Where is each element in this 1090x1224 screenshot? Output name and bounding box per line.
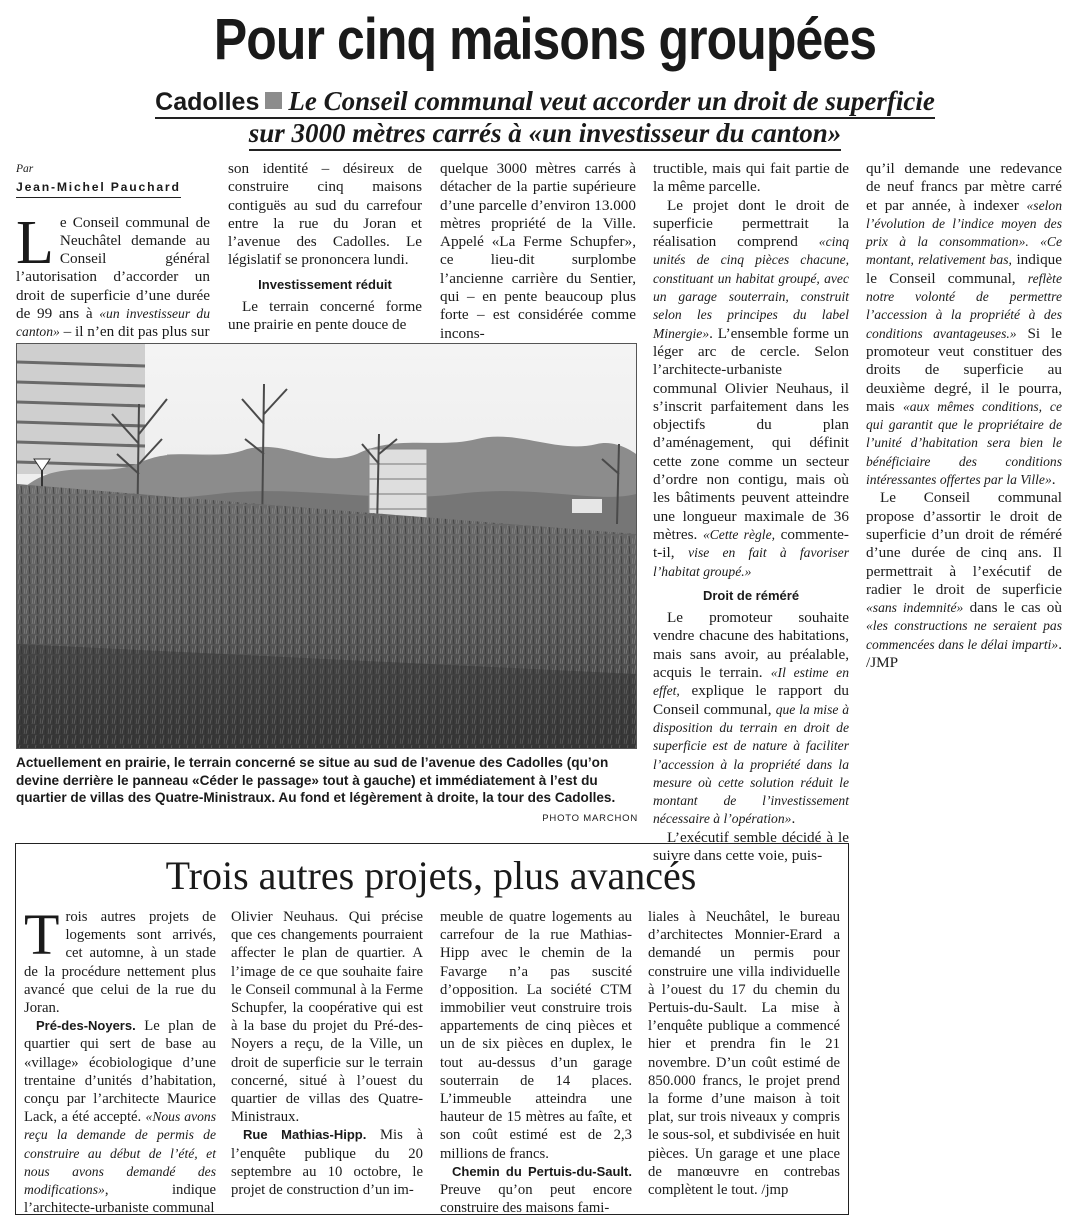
article-column-4 bbox=[653, 160, 849, 865]
photo-credit: PHOTO MARCHON bbox=[542, 812, 638, 824]
col5-text-2c: . /JMP bbox=[866, 635, 1062, 672]
article-column-2 bbox=[228, 160, 422, 335]
col1-quote: «un investisseur du canton» bbox=[16, 306, 210, 340]
col4-text-2c: commente-t-il, bbox=[653, 525, 849, 562]
box-c1-quote: «Nous avons reçu la demande de permis de construire au début de l’été, et nous avons demandé des modifications» bbox=[24, 1109, 216, 1198]
col5-text-2a: Le Conseil communal propose d’assortir le droit de superficie d’un droit de réméré d’une durée de cinq ans. Il permettrait à l’exécutif de radier le droit de superficie bbox=[866, 489, 1062, 598]
col5-quote-3: «aux mêmes conditions, ce qui garantit que le propriétaire de l’unité d’habitation sera bien le bénéficiaire des conditions intéressantes offertes par la Ville» bbox=[866, 398, 1062, 488]
col4-text-3a: Le promoteur souhaite vendre chacune des habitations, mais sans avoir, au préalable, acquis le terrain. bbox=[653, 609, 849, 682]
col1-text: e Conseil communal de Neuchâtel demande au Conseil général l’autorisation d’accorder un droit de superficie d’une durée de 99 ans à bbox=[16, 213, 210, 323]
box-drop-cap: T bbox=[24, 902, 60, 967]
col5-quote-1: «selon l’évolution de l’indice moyen des prix à la consommation». «Ce montant, relativement bas, bbox=[866, 197, 1062, 268]
col5-quote-2: reflète notre volonté de permettre l’accession à la propriété à des conditions avantageuses.» bbox=[866, 270, 1062, 341]
col4-text-4: L’exécutif semble décidé à le suivre dans cette voie, puis- bbox=[653, 828, 849, 864]
byline-par: Par bbox=[16, 163, 34, 175]
col4-text-1: tructible, mais qui fait partie de la même parcelle. bbox=[653, 160, 849, 196]
article-column-5 bbox=[866, 160, 1062, 672]
subhead-investissement: Investissement réduit bbox=[258, 276, 392, 292]
box-title: Trois autres projets, plus avancés bbox=[165, 853, 697, 898]
lead-mathias-hipp: Rue Mathias-Hipp. bbox=[243, 1127, 367, 1143]
col4-quote-2: «Cette règle, bbox=[702, 526, 776, 542]
box-c1-text-1: rois autres projets de logements sont arrivés, cet automne, à un stade de la procédure nettement plus avancé que celui de la rue du Joran. bbox=[24, 909, 216, 1017]
square-bullet-icon bbox=[265, 92, 282, 109]
box-column-2 bbox=[231, 908, 423, 1199]
col1-text-end: – il n’en dit pas plus sur bbox=[59, 323, 210, 341]
byline-author: Jean-Michel Pauchard bbox=[16, 178, 181, 197]
col4-quote-4: «Il estime en effet, bbox=[653, 665, 849, 699]
col4-quote-5: que la mise à disposition du terrain en droit de superficie est de nature à faciliter l’accession à la propriété dans la mesure où cette solution réduit le montant de l’investissement nécessaire à l’opération» bbox=[653, 701, 849, 827]
photo-caption bbox=[16, 754, 638, 827]
col5-text-1c: Si le promoteur veut constituer des droits de superficie au deuxième degré, il le pourra, mais bbox=[866, 324, 1062, 415]
deck-text-1: Le Conseil communal veut accorder un droit de superficie bbox=[288, 86, 935, 116]
box-column-3 bbox=[440, 908, 632, 1217]
photo-caption-text: Actuellement en prairie, le terrain concerné se situe au sud de l’avenue des Cadolles (qu’on devine derrière le panneau «Céder le passage» tout à gauche) et immédiatement à l’est du quartier de villas des Quatre-Ministraux. Au fond et légèrement à droite, la tour des Cadolles. bbox=[16, 755, 616, 805]
article-column-1 bbox=[16, 160, 210, 342]
article-column-3 bbox=[440, 160, 636, 343]
col5-text-1b: indique le Conseil communal, bbox=[866, 251, 1062, 287]
headline: Pour cinq maisons groupées bbox=[213, 7, 877, 72]
deck-line-2 bbox=[60, 118, 1030, 148]
deck-line-1 bbox=[60, 86, 1030, 117]
box-c3-text-2: Preuve qu’on peut encore construire des maisons fami- bbox=[440, 1182, 632, 1217]
col4-quote-1: «cinq unités de cinq pièces chacune, constituant un habitat groupé, avec un garage souterrain, construit selon les principes du label Minergie» bbox=[653, 234, 849, 341]
col4-text-3c: . bbox=[791, 810, 796, 828]
deck-kicker: Cadolles bbox=[155, 88, 260, 116]
col2-text-2: Le terrain concerné forme une prairie en pente douce de bbox=[228, 298, 422, 334]
lead-pre-des-noyers: Pré-des-Noyers. bbox=[36, 1018, 136, 1034]
col5-text-1a: qu’il demande une redevance de neuf francs par mètre carré et par année, à indexer bbox=[866, 160, 1062, 214]
lead-pertuis-du-sault: Chemin du Pertuis-du-Sault. bbox=[452, 1163, 632, 1179]
col4-text-3b: explique le rapport du Conseil communal, bbox=[653, 682, 849, 718]
box-c1-text-2: Le plan de quartier qui sert de base au «village» écobiologique d’une trentaine d’unités d’habitation, conçu par l’architecte Maurice Lack, a été accepté. bbox=[24, 1018, 216, 1126]
col2-text: son identité – désireux de construire cinq maisons contiguës au sud du carrefour entre la rue du Joran et l’avenue des Cadolles. Le législatif se prononcera lundi. bbox=[228, 160, 422, 269]
box-c1-text-3: , indique l’architecte-urbaniste communal bbox=[24, 1182, 216, 1217]
col5-quote-5: «les constructions ne seraient pas commencées dans le délai imparti» bbox=[866, 618, 1062, 652]
box-c2-text-1: Olivier Neuhaus. Qui précise que ces changements pourraient affecter le plan de quartier. A l’image de ce que souhaite faire le Conseil communal à la Ferme Schupfer, la coopérative qui est à la base du projet du Pré-des-Noyers a reçu, de la Ville, un droit de superficie sur le terrain concerné, situé à l’ouest du quartier de villas des Quatre-Ministraux. bbox=[231, 909, 423, 1126]
col4-text-2a: Le projet dont le droit de superficie permettrait la réalisation comprend bbox=[653, 196, 849, 251]
drop-cap: L bbox=[16, 208, 54, 277]
article-photo bbox=[16, 343, 637, 749]
col4-text-2b: . L’ensemble forme un léger arc de cercle. Selon l’architecte-urbaniste communal Olivier Neuhaus, il s’inscrit parfaitement dans les objectifs du plan d’aménagement, qui définit cette zone comme un secteur d’ordre non contigu, mais où les bâtiments peuvent atteindre une longueur maximale de 36 mètres. bbox=[653, 324, 849, 543]
box-c4-text-1: liales à Neuchâtel, le bureau d’architectes Monnier-Erard a demandé un permis pour construire une villa individuelle à l’ouest du 17 du chemin du Pertuis-du-Sault. La mise à l’enquête publique a commencé hier et prendra fin le 21 novembre. D’un coût estimé de 850.000 francs, le projet prend la forme d’une maison à toit plat, sur trois niveaux y compris le sous-sol, et subdivisée en huit pièces. Un garage et une place de manœuvre en contrebas complètent le tout. /jmp bbox=[648, 909, 840, 1199]
col4-quote-3: vise en fait à favoriser l’habitat groupé.» bbox=[653, 545, 849, 579]
col5-text-2b: dans le cas où bbox=[963, 599, 1062, 617]
col3-text: quelque 3000 mètres carrés à détacher de la partie supérieure d’une parcelle d’environ 13.000 mètres propriété de la Ville. Appelé «La Ferme Schupfer», ce lieu-dit surplombe l’ancienne carrière du Sentier, qui – en pente beaucoup plus forte – est considérée comme incons- bbox=[440, 160, 636, 342]
deck-text-2: sur 3000 mètres carrés à «un investisseur du canton» bbox=[249, 118, 842, 151]
box-column-1 bbox=[24, 902, 216, 1217]
subhead-remere: Droit de réméré bbox=[702, 587, 800, 603]
col5-quote-4: «sans indemnité» bbox=[866, 600, 964, 616]
meadow-photo-image bbox=[17, 344, 636, 748]
box-c3-text-1: meuble de quatre logements au carrefour de la rue Mathias-Hipp avec le chemin de la Favarge n’a pas suscité d’opposition. La société CTM immobilier veut construire trois appartements de cinq pièces et un de six pièces en duplex, le tout au-dessus d’un garage souterrain de 14 places. L’immeuble atteindra une hauteur de 15 mètres au faîte, et son coût estimé est de 2,3 millions de francs. bbox=[440, 909, 632, 1162]
box-column-4 bbox=[648, 908, 840, 1199]
col5-text-1d: . bbox=[1051, 471, 1056, 489]
box-c2-text-2: Mis à l’enquête publique du 20 septembre au 10 octobre, le projet de construction d’un im- bbox=[231, 1127, 423, 1199]
